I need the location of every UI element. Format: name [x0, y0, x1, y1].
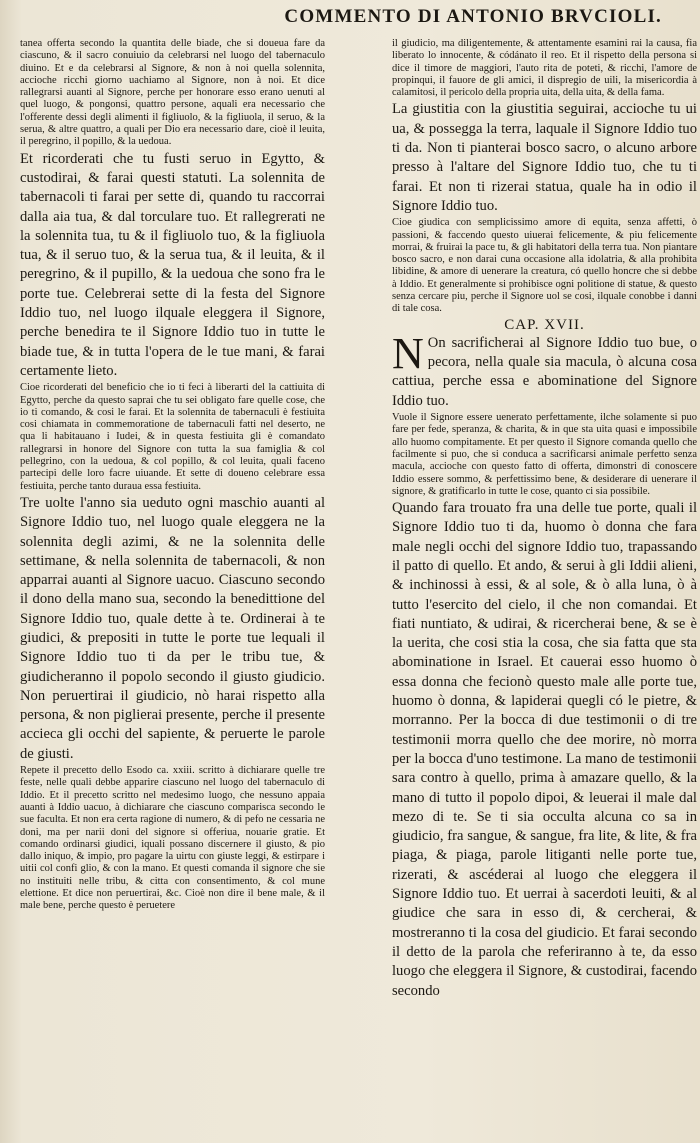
drop-capital: N	[392, 328, 424, 378]
chapter-heading: CAP. XVII.	[504, 316, 585, 333]
commentary-paragraph: tanea offerta secondo la quantita delle biade, che si doueua fare da ciascuno, & il sacro conuiuio da celebrarsi nel luogo del tabernaculo diuino. Et e da celebrarsi al Signore, & non à noi quella solennita, accioche ricchi giorno uachiamo al Signore, non à noi. Et dice rallegrarsi auanti al Signore, perche per honorare esso erano uenuti al quel luogo, & pongonsi, quattro persone, aquali era necessario che l'offerente dessi degli alimenti il figliuolo, & la figliuola, il seruo, & la serua, & altre quattro, a quali per Dio era necessario dare, cioè il leuita, il peregrino, il popillo, & la uedoua.	[20, 38, 325, 148]
commentary-paragraph: Cioe ricorderati del beneficio che io ti feci à liberarti del la cattiuita di Egytto, perche da questo saprai che tu sei obligato fare quelle cose, che io ti comando, & cosi le farai. Et la solennita de tabernaculi è festiuita cosi chiamata in commemoratione de tabernaculi fatti nel deserto, ne qua li habitauano i Iudei, & in questa festiuita gli è comandato rallegrarsi in honore del Signore con tutta la sua famiglia & col pellegrino, con la uedoua, & col popillo, & col leuita, quali faceno partecipi delle loro facre uiuande. Et sette di doueno celebrare essa festiuita, perche tanto duraua essa festiuita.	[20, 382, 325, 492]
right-column	[392, 38, 697, 1002]
scripture-paragraph: Tre uolte l'anno sia ueduto ogni maschio auanti al Signore Iddio tuo, nel luogo quale eleggera ne la solennita degli azimi, & ne la solennita delle settimane, & nella solennita de tabernacoli, & non apparrai auanti al Signore uacuo. Ciascuno secondo il dono della mano sua, secondo la benedittione del Signore Iddio tuo, quale dette à te. Ordinerai à te giudici, & prepositi in tutte le porte tue lequali il Signore Iddio tuo ti da per le tribu tue, & giudicheranno il popolo secondo il giusto giudicio. Non peruertirai il giudicio, nò harai rispetto alla persona, & non piglierai presente, perche il presente accieca gli occhi del sapiente, & peruerte le parole de giusti.	[20, 494, 325, 762]
scripture-text: On sacrificherai al Signore Iddio tuo bue, o pecora, nella quale sia macula, ò alcuna cosa cattiua, perche essa e abominatione del Signore Iddio tuo.	[392, 334, 697, 409]
scripture-paragraph: La giustitia con la giustitia seguirai, accioche tu ui ua, & possegga la terra, laquale il Signore Iddio tuo ti da. Non ti pianterai bosco sacro, o alcuno arbore presso à l'altare del Signore Iddio tuo, che tu ti farai. Et non ti rizerai statua, quale ha in odio il Signore Iddio tuo.	[392, 101, 697, 214]
commentary-paragraph: il giudicio, ma diligentemente, & attentamente esamini rai la causa, fia liberato lo innocente, & códánato il reo. Et il rispetto della persona si dice il timore de maggiori, l'auto rita de poteti, & ricchi, l'amore de propinqui, il fauore de gli amici, il dispregio de uili, la misericordia à calamitosi, il pericolo della propria uita, della uita, & della fama.	[392, 38, 697, 99]
scripture-paragraph: Et ricorderati che tu fusti seruo in Egytto, & custodirai, & farai questi statuti. La solennita de tabernacoli ti farai per sette di, quando tu raccorrai dalla aia tua, & dal torculare tuo. Et rallegrerati ne la solennita tua, tu & il figliuolo tuo, & la figliuola tua, & il seruo tuo, & la serua tua, & il leuita, & il peregrino, & il pupillo, & la uedoua che sono fra le porte tue. Celebrerai sette di la festa del Signore Iddio tuo, nel luogo ilquale eleggera il Signore, perche benedira te il Signore Iddio tuo in tutte le biade tue, & in tutta l'opera de le tue mani, & farai certamente lieto.	[20, 150, 325, 379]
scripture-paragraph	[392, 328, 697, 411]
commentary-paragraph: Repete il precetto dello Esodo ca. xxiii. scritto à dichiarare quelle tre feste, nelle quali debbe apparire ciascuno nel luogo del tabernaculo di Iddio. Et il precetto scritto nel medesimo luogo, che nessuno appaia auanti à Iddio uacuo, à dichiarare che ciascuno comparisca secondo le sue faculta. Et non era certa ragione di numero, & di pefo ne cessaria ne doni, ma per narii doni del signore si offeriua, nouarie gratie. Et comando ordinarsi giudici, iquali possano discernere il giusto, & pio dallo iniquo, & impio, pro pagare la uirtu con giuste leggi, & estirpare i uitii col confi glio, & con la mano. Et questi comanda il signore che sie no instituiti nelle tribu, & citta con consentimento, & col mune elettione. Et dice non peruertirai, &c. Cioè non dire il bene male, & il male bene, perche questo è peruetere	[20, 765, 325, 912]
scripture-paragraph: Quando fara trouato fra una delle tue porte, quali il Signore Iddio tuo ti da, huomo ò donna che fara male negli occhi del signore Iddio tuo, trapassando il patto di quello. Et ando, & serui à gli Iddii alieni, & inchinossi à essi, & al sole, & ò alla luna, ò à tutto l'esercito del cielo, il che non comandai. Et fiati nuntiato, & udirai, & ricercherai bene, & se è la uerita, che cosi stia la cosa, che sia fatta que sta abominatione in Israel. Et cauerai esso huomo ò essa donna che fecionò questo male alle porte tue, huomo ò donna, & lapiderai quegli có le pietre, & morranno. Per la bocca di due testimonii o di tre testimonii morra quello che dee morire, nò morra per la bocca d'uno testimone. La mano de testimonii sara contro à quello, prima à amazare quello, & la mano di tutto il popolo dipoi, & leuerai il male dal mezo di te. Se ti sia occulta alcuna co sa in giudicio, fra sangue, & sangue, fra lite, & lite, & fra piaga, & piaga, parole litiganti nelle porte tue, rizerati, & ascéderai al luogo che eleggera il Signore Iddio tuo. Et uerrai à sacerdoti leuiti, & al giudice che sara in esso di, & cercherai, & mostreranno ti la cosa del giudicio. Et farai secondo il detto de la parola che referiranno à te, da esso luogo che eleggera il Signore, & custodirai, facendo secondo	[392, 500, 697, 999]
commentary-paragraph: Vuole il Signore essere uenerato perfettamente, ilche solamente si puo fare per fede, speranza, & charita, & in que sta uita quasi e impossibile allo huomo compitamente. Et per questo il Signore comanda quello che facilmente si puo, che si conduca a sacrificarsi animale perfetto senza macula, accioche con questo fatto di offerta, dimonstri di conoscere Iddio essere sommo, & perfettissimo bene, & desiderare di uenerare il signore, & gratificarlo in tutte le cose, quanto ci sia possibile.	[392, 412, 697, 497]
left-column	[20, 38, 325, 914]
running-header: COMMENTO DI ANTONIO BRVCIOLI.	[284, 6, 662, 27]
commentary-paragraph: Cioe giudica con semplicissimo amore di equita, senza affetti, ò passioni, & faccendo questo uiuerai felicemente, & piu felicemente morrai, & fruirai la pace tu, & gli habitatori della terra tua. Non piantare bosco sacro, e non darai cuna occasione alla idolatria, & alla prohibita libidine, & amore di uenerare la creatura, có quello honcre che si debbe à Iddio. Et generalmente si prohibisce ogni politione di statue, & questo senza cercare piu, perche il Signore uol se cosi, ilquale conobbe i danni di tale cosa.	[392, 217, 697, 315]
